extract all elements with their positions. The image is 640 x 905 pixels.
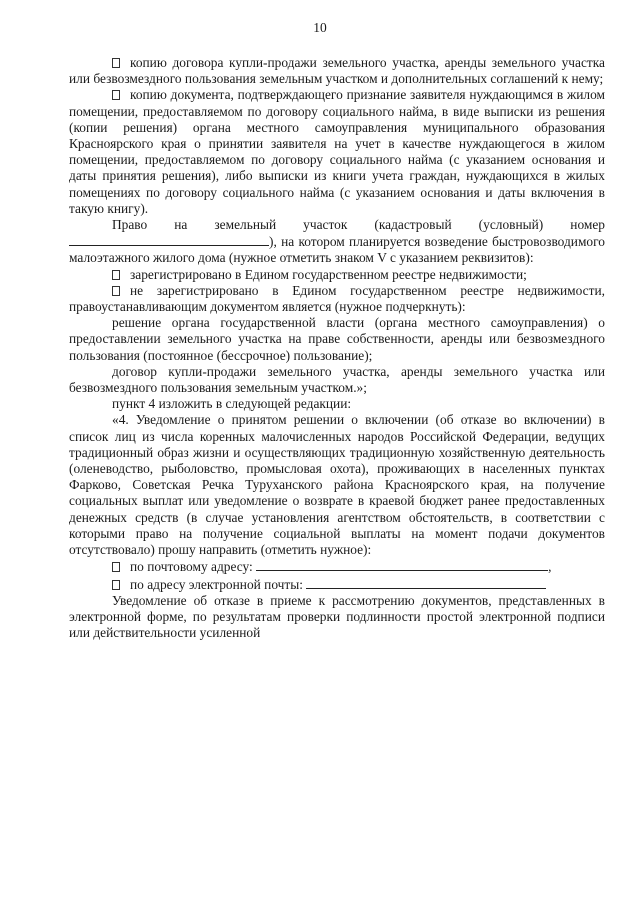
checkbox[interactable] (112, 580, 120, 590)
document-body (69, 55, 605, 641)
option-email: по адресу электронной почты: (69, 576, 605, 593)
land-right-paragraph: Право на земельный участок (кадастровый (условный) номер ), на котором планируется возведение быстровозводимого малоэтажного жилого дома (нужное отметить знаком V с указанием реквизитов): (69, 217, 605, 266)
doc-contract: договор купли-продажи земельного участка, аренды земельного участка или безвозмездного пользования земельным участком.»; (69, 363, 605, 396)
checkbox[interactable] (112, 562, 120, 572)
item-contract-copy: копию договора купли-продажи земельного участка, аренды земельного участка или безвозмездного пользования земельным участком и дополнительных соглашений к нему; (69, 55, 605, 87)
option-registered: зарегистрировано в Едином государственном реестре недвижимости; (69, 267, 605, 283)
checkbox[interactable] (112, 270, 120, 280)
item-need-document: копию документа, подтверждающего признание заявителя нуждающимся в жилом помещении, предоставляемом по договору социального найма, в виде выписки из решения (копии решения) органа местного самоуправления муниципального образования Красноярского края о принятии заявителя на учет в качестве нуждающегося в жилом помещении, предоставляемом по договору социального найма (с указанием основания и даты принятия решения), либо выписки из книги учета граждан, нуждающихся в жилых помещениях по договору социального найма (с указанием основания и даты включения в такую книгу). (69, 87, 605, 216)
postal-address-field[interactable] (256, 558, 548, 571)
checkbox[interactable] (112, 286, 120, 296)
doc-decision: решение органа государственной власти (органа местного самоуправления) о предоставлении земельного участка на праве собственности, аренды или безвозмездного пользования (постоянное (бессрочное) пользование); (69, 315, 605, 363)
clause-4-text: «4. Уведомление о принятом решении о включении (об отказе во включении) в список лиц из числа коренных малочисленных народов Российской Федерации, ведущих традиционный образ жизни и осуществляющих традиционную хозяйственную деятельность (оленеводство, рыболовство, промысловая охота), проживающих в населенных пунктах Фарково, Советская Речка Туруханского района Красноярского края, на получение социальных выплат или уведомление о возврате в краевой бюджет ранее предоставленных денежных средств (в случае установления агентством обстоятельств, в соответствии с которыми право на получение социальной выплаты на момент подачи документов отсутствовало) прошу направить (отметить нужное): (69, 412, 605, 558)
checkbox[interactable] (112, 58, 120, 68)
rejection-notice-text: Уведомление об отказе в приеме к рассмотрению документов, представленных в электронной форме, по результатам проверки подлинности простой электронной подписи или действительности усиленной (69, 592, 605, 641)
option-not-registered: не зарегистрировано в Едином государственном реестре недвижимости, правоустанавливающим документом является (нужное подчеркнуть): (69, 282, 605, 315)
checkbox[interactable] (112, 90, 120, 100)
option-postal: по почтовому адресу: , (69, 558, 605, 575)
cadastral-number-field[interactable] (69, 233, 269, 246)
amendment-clause: пункт 4 изложить в следующей редакции: (112, 396, 352, 412)
page-number: 10 (313, 20, 327, 35)
email-address-field[interactable] (306, 576, 546, 589)
